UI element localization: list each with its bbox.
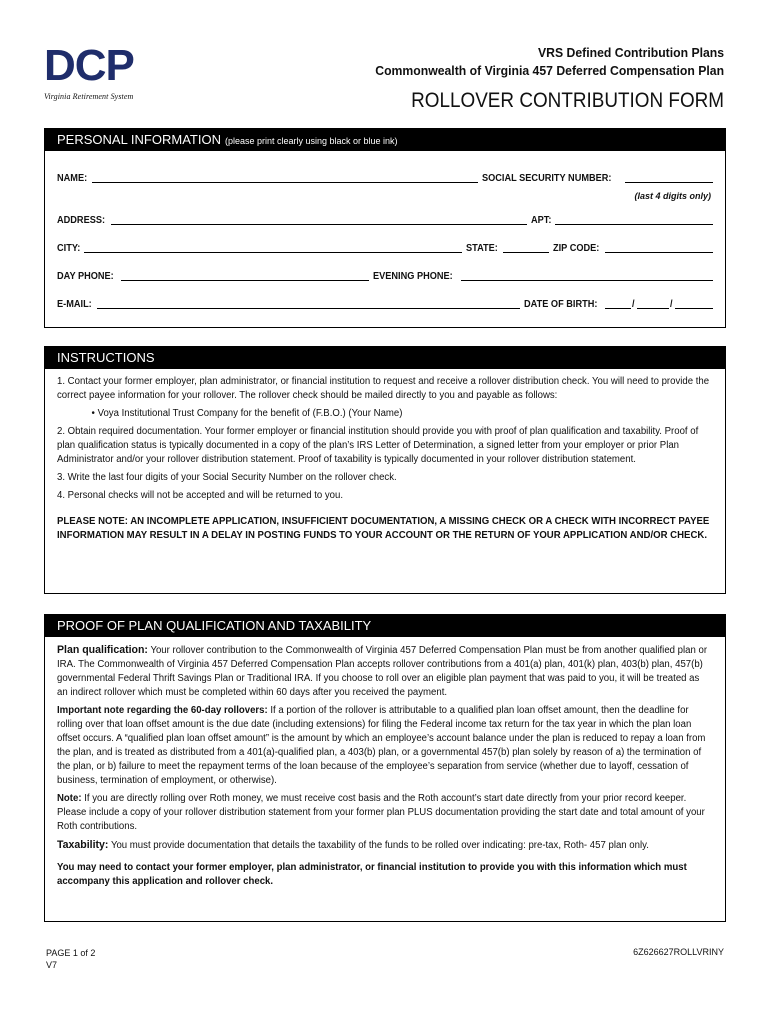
important-note-label: Important note regarding the 60-day rollovers:	[57, 705, 268, 716]
name-field[interactable]	[92, 173, 478, 183]
city-field[interactable]	[84, 243, 462, 253]
closing-note: You may need to contact your former employer, plan administrator, or financial institution to provide you with this information which must accompany this application and rollover check.	[57, 862, 687, 887]
dob-separator: /	[670, 299, 673, 310]
zip-label: ZIP CODE:	[552, 243, 599, 254]
roth-note-paragraph	[57, 792, 712, 834]
form-header	[353, 44, 724, 114]
email-field[interactable]	[97, 299, 520, 309]
instruction-item-2: 2. Obtain required documentation. Your former employer or financial institution should provide you with proof of plan qualification and taxability. Proof of plan qualification status is typically documented in a copy of the plan’s IRS Letter of Determination, a signed letter from your employer or prior Plan Administrator and/or your rollover distribution statement. Proof of taxability is typically documented in your rollover distribution statement.	[57, 426, 699, 465]
warning-note: PLEASE NOTE: AN INCOMPLETE APPLICATION, INSUFFICIENT DOCUMENTATION, A MISSING CHECK OR A CHECK WITH INCORRECT PAYEE INFORMATION MAY RESULT IN A DELAY IN POSTING FUNDS TO YOUR ACCOUNT OR THE RETURN OF YOUR APPLICATION AND/OR CHECK.	[57, 516, 710, 541]
logo-subtitle: Virginia Retirement System	[44, 92, 134, 101]
phone-row	[57, 271, 713, 282]
personal-information-section	[44, 128, 726, 328]
day-phone-field[interactable]	[121, 271, 369, 281]
dob-separator: /	[632, 299, 635, 310]
zip-field[interactable]	[605, 243, 713, 253]
section-title: PERSONAL INFORMATION	[57, 132, 221, 147]
day-phone-label: DAY PHONE:	[57, 271, 114, 282]
instruction-item-3: 3. Write the last four digits of your Social Security Number on the rollover check.	[57, 472, 397, 483]
page-footer-left	[46, 947, 95, 971]
state-label: STATE:	[465, 243, 498, 254]
form-title: ROLLOVER CONTRIBUTION FORM	[411, 89, 724, 112]
header-line1: VRS Defined Contribution Plans	[537, 45, 724, 60]
evening-phone-label: EVENING PHONE:	[372, 271, 453, 282]
logo-mark: DCP	[44, 41, 134, 90]
taxability-paragraph	[57, 838, 712, 853]
ink-note: (please print clearly using black or blue ink)	[224, 136, 398, 146]
taxability-text: You must provide documentation that details the taxability of the funds to be rolled over indicating: pre-tax, Roth- 457 plan only.	[108, 840, 649, 851]
instructions-section	[44, 346, 726, 594]
payee-bullet: • Voya Institutional Trust Company for the benefit of (F.B.O.) (Your Name)	[91, 408, 403, 419]
dob-day-field[interactable]	[637, 299, 669, 309]
address-row	[57, 215, 713, 226]
apt-label: APT:	[530, 215, 552, 226]
instruction-item-1: 1. Contact your former employer, plan administrator, or financial institution to request and receive a rollover distribution check. You will need to provide the correct payee information for your rollover. The rollover check should be mailed directly to you and payable as follows:	[57, 376, 710, 401]
email-label: E-MAIL:	[57, 299, 92, 310]
dcp-logo	[44, 41, 144, 101]
address-field[interactable]	[111, 215, 527, 225]
plan-qualification-text: Your rollover contribution to the Commonwealth of Virginia 457 Deferred Compensation Plan must be from another qualified plan or IRA. The Commonwealth of Virginia 457 Deferred Compensation Plan accepts rollover contributions from a 401(a) plan, 401(k) plan, 403(b) plan, 457(b) governmental Federal Thrift Savings Plan or Traditional IRA. If you choose to roll over an eligible plan payment that was paid to you, it will be treated as an indirect rollover which must be completed within 60 days after you received the payment.	[57, 645, 708, 698]
form-code: 6Z626627ROLLVRINY	[633, 947, 724, 957]
email-row	[57, 299, 713, 310]
instruction-item-4: 4. Personal checks will not be accepted and will be returned to you.	[57, 490, 344, 501]
important-note-paragraph	[57, 704, 712, 788]
section-header	[45, 129, 725, 151]
plan-qualification-label: Plan qualification:	[57, 644, 148, 656]
ssn-note: (last 4 digits only)	[634, 191, 711, 201]
roth-note-label: Note:	[57, 793, 82, 804]
section-header	[45, 615, 725, 637]
header-line2: Commonwealth of Virginia 457 Deferred Compensation Plan	[375, 63, 724, 78]
page-number: PAGE 1 of 2	[46, 948, 96, 958]
city-label: CITY:	[57, 243, 81, 254]
section-header	[45, 347, 725, 369]
section-title: PROOF OF PLAN QUALIFICATION AND TAXABILITY	[57, 618, 372, 633]
version-label: V7	[46, 960, 58, 970]
city-row	[57, 243, 713, 254]
proof-qualification-section	[44, 614, 726, 922]
important-note-text: If a portion of the rollover is attributable to a qualified plan loan offset amount, then the deadline for rolling over that loan offset amount is the due date (including extensions) for filing the Federal income tax return for the tax year in which the plan loan offset occurs. A “qualified plan loan offset amount” is the amount by which an employee’s account balance under the plan is reduced to repay a loan from the plan, and is treated as distributed from a 401(a)-qualified plan, a 403(b) plan, or a governmental 457(b) plan solely by reason of a) the termination of the plan, or b) failure to meet the repayment terms of the loan because of the employee’s separation from service (whether due to layoff, cessation of business, termination of employment, or otherwise).	[57, 705, 706, 786]
instructions-body	[45, 369, 725, 543]
proof-body	[45, 637, 725, 889]
name-row	[57, 173, 713, 184]
taxability-label: Taxability:	[57, 839, 109, 851]
name-label: NAME:	[57, 173, 88, 184]
ssn-label: SOCIAL SECURITY NUMBER:	[482, 173, 612, 184]
apt-field[interactable]	[555, 215, 713, 225]
ssn-field[interactable]	[625, 173, 713, 183]
section-title: INSTRUCTIONS	[57, 350, 155, 365]
address-label: ADDRESS:	[57, 215, 106, 226]
plan-qualification-paragraph	[57, 643, 712, 700]
dob-year-field[interactable]	[675, 299, 713, 309]
evening-phone-field[interactable]	[461, 271, 713, 281]
state-field[interactable]	[503, 243, 549, 253]
dob-label: DATE OF BIRTH:	[523, 299, 598, 310]
roth-note-text: If you are directly rolling over Roth money, we must receive cost basis and the Roth account’s start date directly from your prior record keeper. Please include a copy of your rollover distribution statement from your former plan PLUS documentation providing the start date and total amount of your Roth contributions.	[57, 793, 705, 832]
dob-month-field[interactable]	[605, 299, 631, 309]
